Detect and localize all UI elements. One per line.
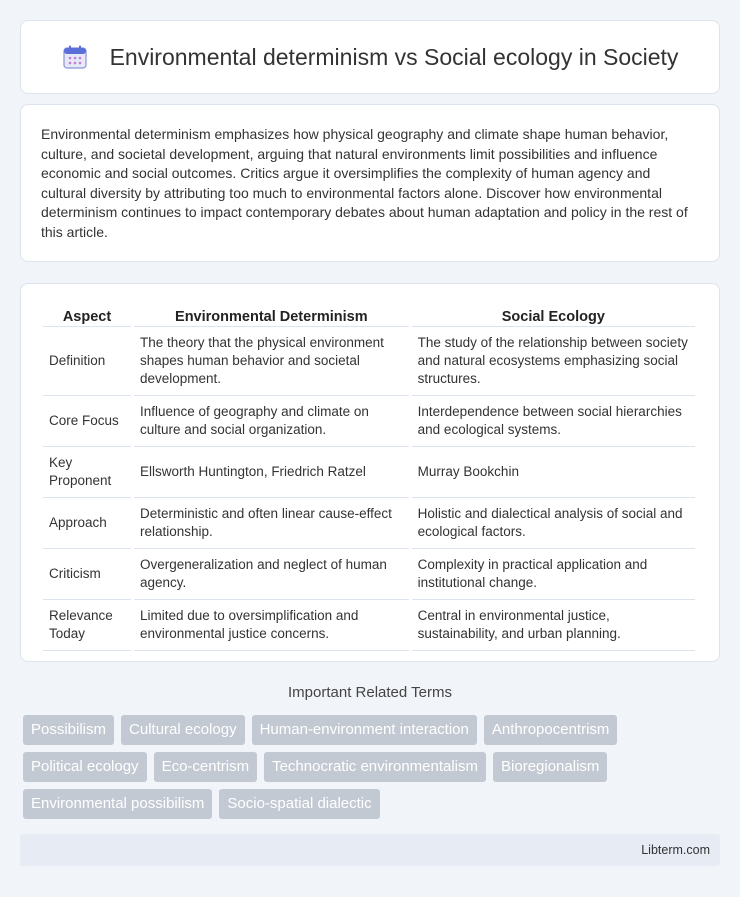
comparison-table — [40, 306, 698, 651]
row-environmental-determinism: Deterministic and often linear cause-effect relationship. — [134, 498, 409, 549]
related-term-tag[interactable]: Political ecology — [23, 752, 147, 782]
row-social-ecology: Complexity in practical application and institutional change. — [412, 549, 695, 600]
row-aspect: Key Proponent — [43, 447, 131, 498]
related-term-tag[interactable]: Cultural ecology — [121, 715, 245, 745]
table-row — [43, 498, 695, 549]
related-term-tag[interactable]: Bioregionalism — [493, 752, 607, 782]
row-environmental-determinism: The theory that the physical environment shapes human behavior and societal development. — [134, 327, 409, 396]
related-term-tag[interactable]: Human-environment interaction — [252, 715, 477, 745]
row-environmental-determinism: Influence of geography and climate on culture and social organization. — [134, 396, 409, 447]
row-aspect: Core Focus — [43, 396, 131, 447]
row-aspect: Relevance Today — [43, 600, 131, 651]
related-term-tag[interactable]: Environmental possibilism — [23, 789, 212, 819]
table-header-row — [43, 306, 695, 327]
table-row — [43, 327, 695, 396]
row-social-ecology: Murray Bookchin — [412, 447, 695, 498]
row-environmental-determinism: Ellsworth Huntington, Friedrich Ratzel — [134, 447, 409, 498]
page-title: Environmental determinism vs Social ecology in Society — [109, 43, 679, 70]
table-row — [43, 549, 695, 600]
related-term-tag[interactable]: Socio-spatial dialectic — [219, 789, 379, 819]
row-environmental-determinism: Limited due to oversimplification and environmental justice concerns. — [134, 600, 409, 651]
row-social-ecology: Holistic and dialectical analysis of social and ecological factors. — [412, 498, 695, 549]
row-environmental-determinism: Overgeneralization and neglect of human agency. — [134, 549, 409, 600]
row-aspect: Criticism — [43, 549, 131, 600]
row-aspect: Approach — [43, 498, 131, 549]
table-row — [43, 600, 695, 651]
header-environmental-determinism: Environmental Determinism — [134, 306, 409, 327]
row-social-ecology: Interdependence between social hierarchies and ecological systems. — [412, 396, 695, 447]
comparison-card — [20, 283, 720, 662]
related-term-tag[interactable]: Eco-centrism — [154, 752, 258, 782]
row-social-ecology: Central in environmental justice, sustainability, and urban planning. — [412, 600, 695, 651]
table-row — [43, 447, 695, 498]
header-card — [20, 20, 720, 94]
row-aspect: Definition — [43, 327, 131, 396]
footer-site-link[interactable]: Libterm.com — [641, 843, 710, 857]
related-term-tag[interactable]: Technocratic environmentalism — [264, 752, 486, 782]
related-term-tag[interactable]: Anthropocentrism — [484, 715, 618, 745]
related-terms-list — [23, 715, 713, 819]
related-term-tag[interactable]: Possibilism — [23, 715, 114, 745]
related-terms-title: Important Related Terms — [288, 684, 452, 701]
calendar-icon — [62, 44, 88, 70]
header-aspect: Aspect — [43, 306, 131, 327]
table-row — [43, 396, 695, 447]
row-social-ecology: The study of the relationship between society and natural ecosystems emphasizing social structures. — [412, 327, 695, 396]
footer — [20, 834, 720, 866]
header-social-ecology: Social Ecology — [412, 306, 695, 327]
intro-text: Environmental determinism emphasizes how physical geography and climate shape human behavior, culture, and societal development, arguing that natural environments limit possibilities and influence economic and social outcomes. Critics argue it oversimplifies the complexity of human agency and cultural diversity by attributing too much to environmental factors alone. Discover how environmental determinism continues to impact contemporary debates about human adaptation and policy in the rest of this article. — [41, 126, 688, 240]
intro-card — [20, 104, 720, 262]
